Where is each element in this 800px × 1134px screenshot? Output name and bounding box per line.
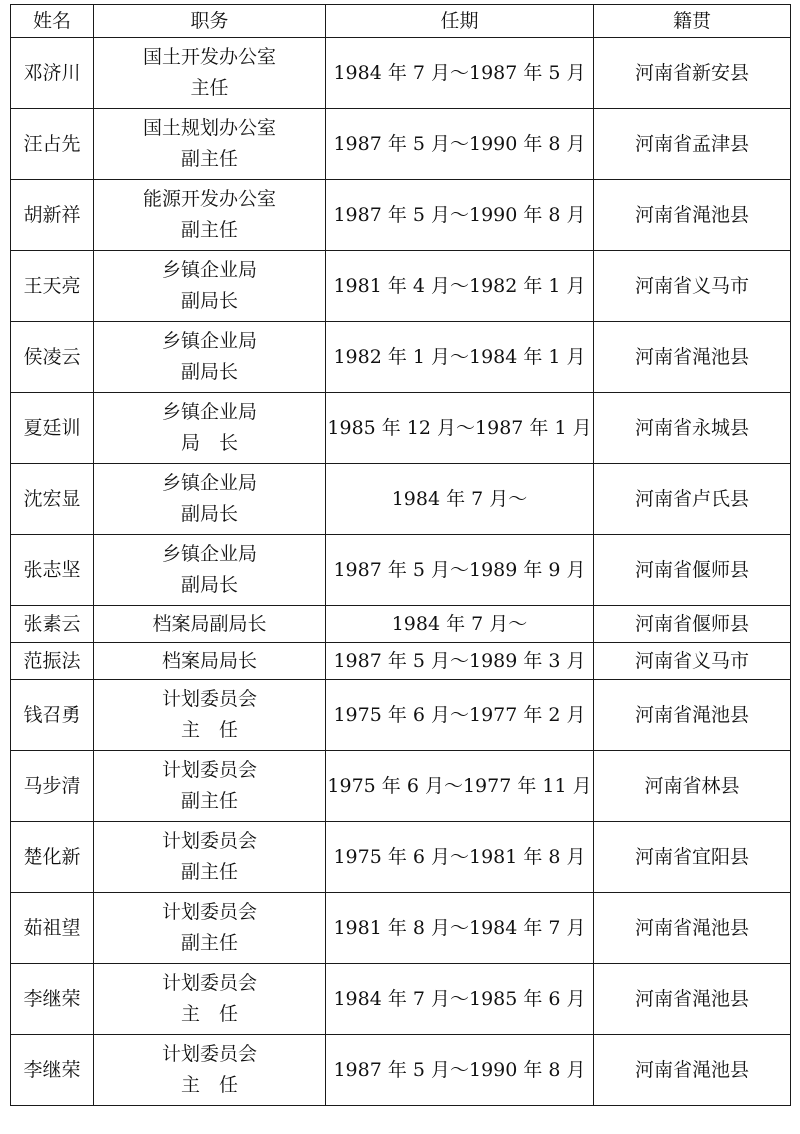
cell-position <box>94 680 326 751</box>
table-row <box>11 751 791 822</box>
cell-name: 马步清 <box>11 751 94 822</box>
cell-term: 1982 年 1 月～1984 年 1 月 <box>326 322 594 393</box>
cell-term: 1981 年 4 月～1982 年 1 月 <box>326 251 594 322</box>
cell-term: 1975 年 6 月～1981 年 8 月 <box>326 822 594 893</box>
cell-position <box>94 893 326 964</box>
table-row <box>11 606 791 643</box>
cell-native-place: 河南省永城县 <box>594 393 791 464</box>
position-line: 副主任 <box>180 861 238 883</box>
table-header-row <box>11 5 791 38</box>
position-line: 副主任 <box>180 932 238 954</box>
cell-position <box>94 180 326 251</box>
cell-native-place: 河南省渑池县 <box>594 964 791 1035</box>
cell-term: 1984 年 7 月～ <box>326 464 594 535</box>
cell-native-place: 河南省偃师县 <box>594 606 791 643</box>
table-row <box>11 893 791 964</box>
cell-position <box>94 322 326 393</box>
position-line: 乡镇企业局 <box>161 330 257 352</box>
cell-name: 夏廷训 <box>11 393 94 464</box>
table-row <box>11 680 791 751</box>
table-row <box>11 535 791 606</box>
position-line: 乡镇企业局 <box>161 543 257 565</box>
cell-term: 1984 年 7 月～ <box>326 606 594 643</box>
position-line: 乡镇企业局 <box>161 472 257 494</box>
cell-name: 邓济川 <box>11 38 94 109</box>
cell-native-place: 河南省渑池县 <box>594 1035 791 1106</box>
table-row <box>11 643 791 680</box>
cell-name: 李继荣 <box>11 1035 94 1106</box>
table-body <box>11 38 791 1106</box>
cell-term: 1987 年 5 月～1990 年 8 月 <box>326 109 594 180</box>
cell-term: 1975 年 6 月～1977 年 11 月 <box>326 751 594 822</box>
cell-name: 张志坚 <box>11 535 94 606</box>
position-line: 副主任 <box>180 790 238 812</box>
header-term: 任期 <box>326 5 594 38</box>
cell-term: 1985 年 12 月～1987 年 1 月 <box>326 393 594 464</box>
position-line: 国土规划办公室 <box>142 117 276 139</box>
cell-name: 胡新祥 <box>11 180 94 251</box>
cell-native-place: 河南省林县 <box>594 751 791 822</box>
cell-native-place: 河南省偃师县 <box>594 535 791 606</box>
position-line: 计划委员会 <box>161 901 257 923</box>
cell-position <box>94 251 326 322</box>
position-line: 局 长 <box>180 432 238 454</box>
position-line: 乡镇企业局 <box>161 259 257 281</box>
cell-position <box>94 464 326 535</box>
cell-native-place: 河南省卢氏县 <box>594 464 791 535</box>
position-line: 副主任 <box>180 219 238 241</box>
position-line: 主 任 <box>180 719 238 741</box>
cell-name: 李继荣 <box>11 964 94 1035</box>
header-native-place: 籍贯 <box>594 5 791 38</box>
table-row <box>11 322 791 393</box>
cell-term: 1984 年 7 月～1987 年 5 月 <box>326 38 594 109</box>
cell-native-place: 河南省新安县 <box>594 38 791 109</box>
cell-native-place: 河南省渑池县 <box>594 893 791 964</box>
position-line: 副局长 <box>180 361 238 383</box>
officials-table <box>10 4 791 1106</box>
cell-position <box>94 1035 326 1106</box>
cell-position <box>94 393 326 464</box>
table-row <box>11 393 791 464</box>
cell-term: 1987 年 5 月～1990 年 8 月 <box>326 1035 594 1106</box>
cell-term: 1975 年 6 月～1977 年 2 月 <box>326 680 594 751</box>
table-row <box>11 109 791 180</box>
cell-position <box>94 751 326 822</box>
position-line: 计划委员会 <box>161 1043 257 1065</box>
table-row <box>11 964 791 1035</box>
position-line: 档案局局长 <box>161 649 257 672</box>
cell-term: 1987 年 5 月～1989 年 9 月 <box>326 535 594 606</box>
position-line: 主 任 <box>180 1074 238 1096</box>
cell-term: 1984 年 7 月～1985 年 6 月 <box>326 964 594 1035</box>
header-name: 姓名 <box>11 5 94 38</box>
cell-name: 侯凌云 <box>11 322 94 393</box>
position-line: 副局长 <box>180 574 238 596</box>
position-line: 计划委员会 <box>161 759 257 781</box>
position-line: 乡镇企业局 <box>161 401 257 423</box>
position-line: 计划委员会 <box>161 688 257 710</box>
table-row <box>11 464 791 535</box>
position-line: 计划委员会 <box>161 830 257 852</box>
cell-native-place: 河南省孟津县 <box>594 109 791 180</box>
cell-name: 茹祖望 <box>11 893 94 964</box>
cell-native-place: 河南省渑池县 <box>594 322 791 393</box>
position-line: 主 任 <box>180 1003 238 1025</box>
cell-name: 王天亮 <box>11 251 94 322</box>
cell-term: 1981 年 8 月～1984 年 7 月 <box>326 893 594 964</box>
cell-name: 沈宏显 <box>11 464 94 535</box>
position-line: 国土开发办公室 <box>142 46 276 68</box>
cell-native-place: 河南省义马市 <box>594 251 791 322</box>
cell-position <box>94 38 326 109</box>
cell-name: 汪占先 <box>11 109 94 180</box>
cell-term: 1987 年 5 月～1989 年 3 月 <box>326 643 594 680</box>
cell-native-place: 河南省宜阳县 <box>594 822 791 893</box>
position-line: 副主任 <box>180 148 238 170</box>
cell-name: 楚化新 <box>11 822 94 893</box>
cell-position <box>94 964 326 1035</box>
cell-native-place: 河南省渑池县 <box>594 180 791 251</box>
cell-native-place: 河南省义马市 <box>594 643 791 680</box>
cell-name: 张素云 <box>11 606 94 643</box>
position-line: 计划委员会 <box>161 972 257 994</box>
cell-native-place: 河南省渑池县 <box>594 680 791 751</box>
position-line: 副局长 <box>180 503 238 525</box>
cell-position <box>94 822 326 893</box>
cell-name: 范振法 <box>11 643 94 680</box>
cell-name: 钱召勇 <box>11 680 94 751</box>
cell-position <box>94 606 326 643</box>
document-page <box>10 4 790 1106</box>
header-position: 职务 <box>94 5 326 38</box>
position-line: 主任 <box>190 77 229 99</box>
table-row <box>11 180 791 251</box>
cell-position <box>94 109 326 180</box>
position-line: 副局长 <box>180 290 238 312</box>
cell-term: 1987 年 5 月～1990 年 8 月 <box>326 180 594 251</box>
table-row <box>11 1035 791 1106</box>
position-line: 能源开发办公室 <box>142 188 276 210</box>
cell-position <box>94 643 326 680</box>
cell-position <box>94 535 326 606</box>
table-row <box>11 38 791 109</box>
position-line: 档案局副局长 <box>152 612 267 635</box>
table-row <box>11 251 791 322</box>
table-row <box>11 822 791 893</box>
